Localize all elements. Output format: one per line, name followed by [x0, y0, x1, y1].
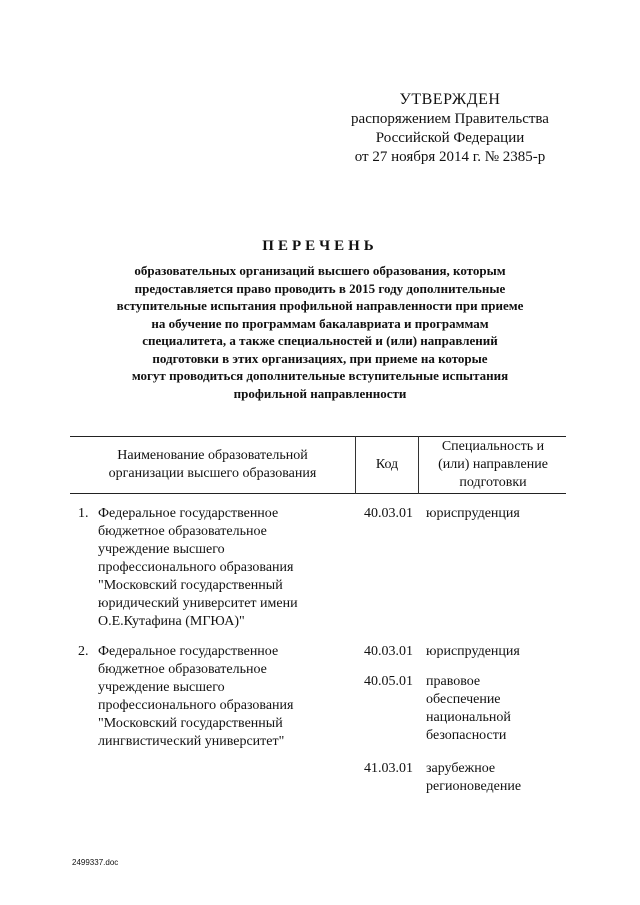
subtitle-line: предоставляется право проводить в 2015 году дополнительные — [134, 280, 506, 296]
program-code: 41.03.01 — [364, 761, 413, 776]
subtitle-line: подготовки в этих организациях, при приеме на которые — [152, 350, 488, 366]
subtitle-line: образовательных организаций высшего образования, которым — [134, 263, 506, 278]
approval-line: распоряжением Правительства — [351, 111, 549, 127]
header-specialty: Специальность и (или) направление подготовки — [438, 439, 548, 490]
program-specialty: юриспруденция — [426, 506, 520, 521]
approval-line: Российской Федерации — [375, 130, 525, 146]
header-code: Код — [375, 457, 399, 472]
document-subtitle — [70, 262, 570, 402]
subtitle-line: вступительные испытания профильной направленности при приеме — [116, 298, 524, 313]
row-number: 1. — [78, 506, 89, 521]
document-id: 2499337.doc — [72, 858, 119, 867]
subtitle-line: профильной направленности — [233, 385, 407, 401]
header-org-name: Наименование образовательной организации высшего образования — [108, 448, 317, 481]
program-code: 40.05.01 — [364, 674, 413, 689]
subtitle-line: специалитета, а также специальностей и (или) направлений — [142, 333, 498, 348]
row-number: 2. — [78, 644, 89, 659]
table-header-rule — [70, 493, 566, 494]
approval-line: от 27 ноября 2014 г. № 2385-р — [354, 149, 546, 165]
org-name: Федеральное государственное бюджетное образовательное учреждение высшего профессионального образования "Московский государственный лингвистический университет" — [98, 644, 294, 749]
program-specialty: юриспруденция — [426, 644, 520, 659]
approval-block — [330, 90, 570, 167]
program-code: 40.03.01 — [364, 644, 413, 659]
document-title: ПЕРЕЧЕНЬ — [262, 238, 378, 254]
org-name: Федеральное государственное бюджетное образовательное учреждение высшего профессионального образования "Московский государственный юридический университет имени О.Е.Кутафина (МГЮА)" — [98, 506, 298, 629]
approval-heading: УТВЕРЖДЕН — [399, 91, 501, 108]
program-specialty: правовое обеспечение национальной безопасности — [426, 674, 511, 743]
subtitle-line: могут проводиться дополнительные вступительные испытания — [131, 368, 509, 383]
program-code: 40.03.01 — [364, 506, 413, 521]
program-specialty: зарубежное регионоведение — [426, 761, 522, 794]
subtitle-line: на обучение по программам бакалавриата и программам — [151, 315, 489, 331]
table-top-rule — [70, 436, 566, 437]
